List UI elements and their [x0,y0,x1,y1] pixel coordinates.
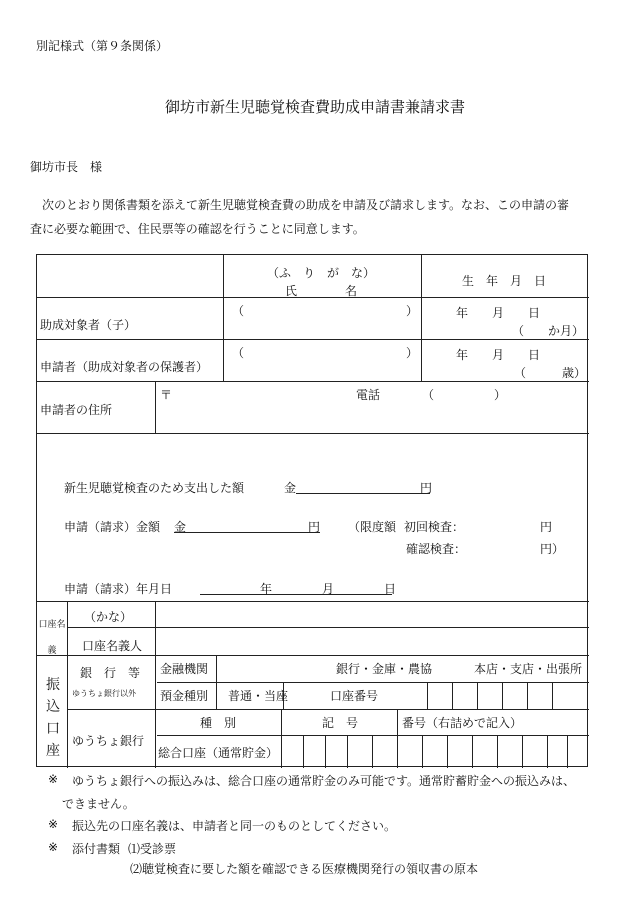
subject-months-age: （ か月） [512,324,585,338]
claim-date-label: 申請（請求）年月日 [64,582,173,596]
attachments-label: 添付書類 [72,842,121,856]
applicant-label: 申請者（助成対象者の保護者） [40,360,209,374]
confirm-exam-yen: 円） [540,542,565,556]
branch-types: 本店・支店・出張所 [474,662,583,676]
subject-label: 助成対象者（子） [40,318,137,332]
page-title [0,96,630,117]
note-2: 振込先の口座名義は、申請者と同一のものとしてください。 [72,819,397,833]
initial-exam-yen: 円 [540,520,553,534]
account-number-label: 口座番号 [330,689,379,703]
furigana-header: （ふ り が な） [266,266,375,280]
claim-date-year: 年 [260,582,273,596]
applicant-years-age: （ 歳） [514,366,587,380]
bango-header: 番号（右詰めで記入） [402,716,523,730]
claim-date-month: 月 [322,582,335,596]
deposit-types: 普通・当座 [228,689,289,703]
note-2-mark: ※ [48,817,59,831]
general-account-label: 総合口座（通常貯金） [158,746,279,760]
kigo-header: 記 号 [322,716,359,730]
deposit-type-label: 預金種別 [160,689,209,703]
paid-kin: 金 [284,481,297,495]
yucho-label: ゆうちょ銀行 [72,734,145,748]
financial-institution-label: 金融機関 [160,662,209,676]
applicant-birthdate: 年 月 日 [456,348,541,362]
paid-amount-label: 新生児聴覚検査のため支出した額 [64,481,245,495]
address-label: 申請者の住所 [40,403,113,417]
claim-date-day: 日 [384,582,397,596]
note-1-line-2: できません。 [62,797,135,811]
applicant-paren-open: （ [232,346,245,360]
limit-prefix: （限度額 [348,520,397,534]
intro-line-2: 査に必要な範囲で、住民票等の確認を行うことに同意します。 [30,222,365,236]
bank-types: 銀行・金庫・農協 [336,662,433,676]
claim-amount-label: 申請（請求）金額 [64,520,161,534]
addressee: 御坊市長 様 [30,160,103,174]
account-holder-label: 口座名義人 [82,639,143,653]
initial-exam-label: 初回検査： [404,520,465,534]
note-1-mark: ※ [48,772,59,786]
postal-mark: 〒 [160,388,173,402]
subject-birthdate: 年 月 日 [456,306,541,320]
form-reference: 別記様式（第９条関係） [36,39,169,53]
page-title-text: 御坊市新生児聴覚検査費助成申請書兼請求書 [164,98,465,116]
name-header: 氏 名 [284,284,357,298]
intro-line-1: 次のとおり関係書類を添えて新生児聴覚検査費の助成を申請及び請求します。なお、この申請の審 [42,198,570,212]
paid-yen: 円 [420,481,433,495]
claim-yen: 円 [308,520,321,534]
bank-label: 銀 行 等 [80,666,141,680]
subject-paren-close: ） [406,304,419,318]
subject-paren-open: （ [232,304,245,318]
note-3-mark: ※ [48,840,59,854]
confirm-exam-label: 確認検査： [406,542,467,556]
claim-kin: 金 [174,520,187,534]
kana-label: （かな） [84,610,133,624]
phone-label: 電話 [356,388,381,402]
attachment-1: ⑴受診票 [128,842,177,856]
attachment-2: ⑵聴覚検査に要した額を確認できる医療機関発行の領収書の原本 [130,862,479,876]
applicant-paren-close: ） [406,346,419,360]
account-name-label: 口座名義 [38,620,66,656]
birthdate-header: 生 年 月 日 [461,274,546,288]
note-1-line-1: ゆうちょ銀行への振込みは、総合口座の通常貯金のみ可能です。通常貯蓄貯金への振込みは、 [72,774,576,788]
phone-paren: （ ） [422,388,507,402]
shubetsu-header: 種 別 [200,716,237,730]
bank-except-label: ゆうちょ銀行以外 [72,689,136,698]
transfer-account-label: 振込口座 [46,677,60,759]
